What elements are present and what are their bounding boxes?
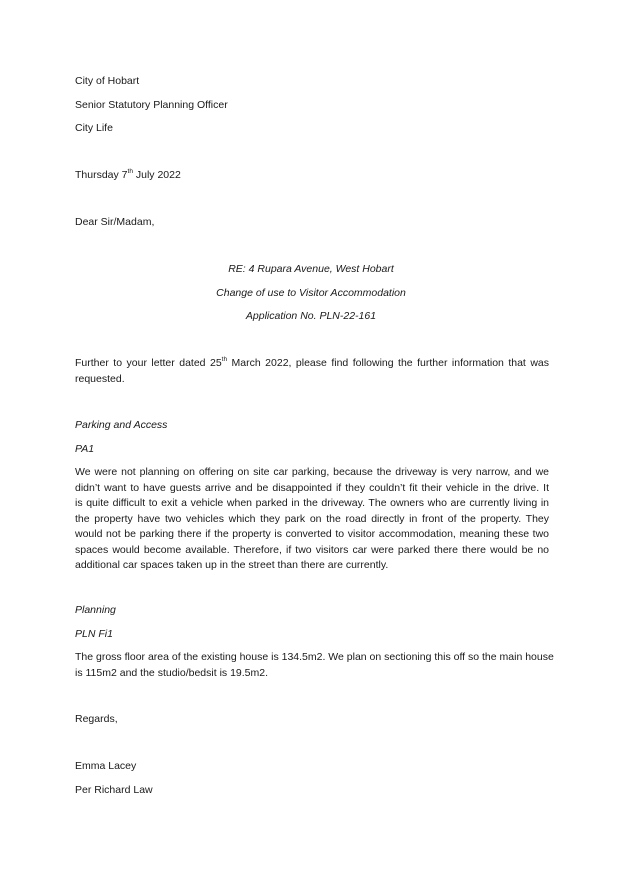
- paragraph-line: additional car spaces taken up in the street than there are currently.: [75, 559, 389, 571]
- section-heading-planning: Planning: [75, 604, 116, 616]
- closing: Regards,: [75, 713, 118, 725]
- date-text-suffix: July 2022: [132, 169, 181, 181]
- date-text: Thursday 7: [75, 169, 128, 181]
- paragraph-line: is quite difficult to exit a vehicle when parked in the driveway. The owners who are currently living in: [75, 497, 549, 509]
- paragraph-line: The gross floor area of the existing house is 134.5m2. We plan on sectioning this off so the main house: [75, 651, 554, 663]
- paragraph-line: is 115m2 and the studio/bedsit is 19.5m2.: [75, 666, 269, 679]
- recipient-line-1: City of Hobart: [75, 75, 140, 87]
- paragraph-line: spaces would become available. Therefore, if two visitors car were parked there there would be no: [75, 543, 549, 556]
- paragraph-line: would not be parking there if the property is converted to visitor accommodation, meaning these two: [75, 528, 549, 540]
- recipient-line-3: City Life: [75, 122, 113, 134]
- parking-paragraph: [75, 465, 549, 574]
- intro-text: Further to your letter dated 25: [75, 357, 222, 369]
- section-code-pa1: PA1: [75, 443, 95, 455]
- salutation: Dear Sir/Madam,: [75, 216, 155, 228]
- intro-superscript: th: [221, 355, 228, 363]
- planning-paragraph: [75, 650, 554, 681]
- reference-application: Application No. PLN-22-161: [245, 310, 377, 322]
- section-code-pln-fi1: PLN Fi1: [75, 628, 113, 640]
- paragraph-line: We were not planning on offering on site car parking, because the driveway is very narrow, and we: [75, 466, 549, 478]
- signature-name: Emma Lacey: [75, 760, 137, 772]
- paragraph-line: didn’t want to have guests arrive and be disappointed if they couldn’t fit their vehicle in the drive. It: [75, 481, 549, 494]
- reference-subject: Change of use to Visitor Accommodation: [216, 287, 406, 299]
- date-superscript: th: [127, 167, 133, 175]
- recipient-line-2: Senior Statutory Planning Officer: [75, 99, 228, 111]
- signature-per: Per Richard Law: [75, 784, 153, 796]
- reference-address: RE: 4 Rupara Avenue, West Hobart: [228, 263, 394, 275]
- letter-date: [75, 168, 181, 184]
- intro-text-suffix: March 2022, please find following the further information that was: [227, 357, 549, 369]
- section-heading-parking: Parking and Access: [75, 419, 168, 431]
- intro-paragraph: [75, 356, 549, 387]
- paragraph-line: the property have two vehicles which they park on the road directly in front of the property. They: [75, 512, 549, 525]
- intro-line-1: [75, 356, 549, 372]
- intro-line-2: requested.: [75, 372, 125, 385]
